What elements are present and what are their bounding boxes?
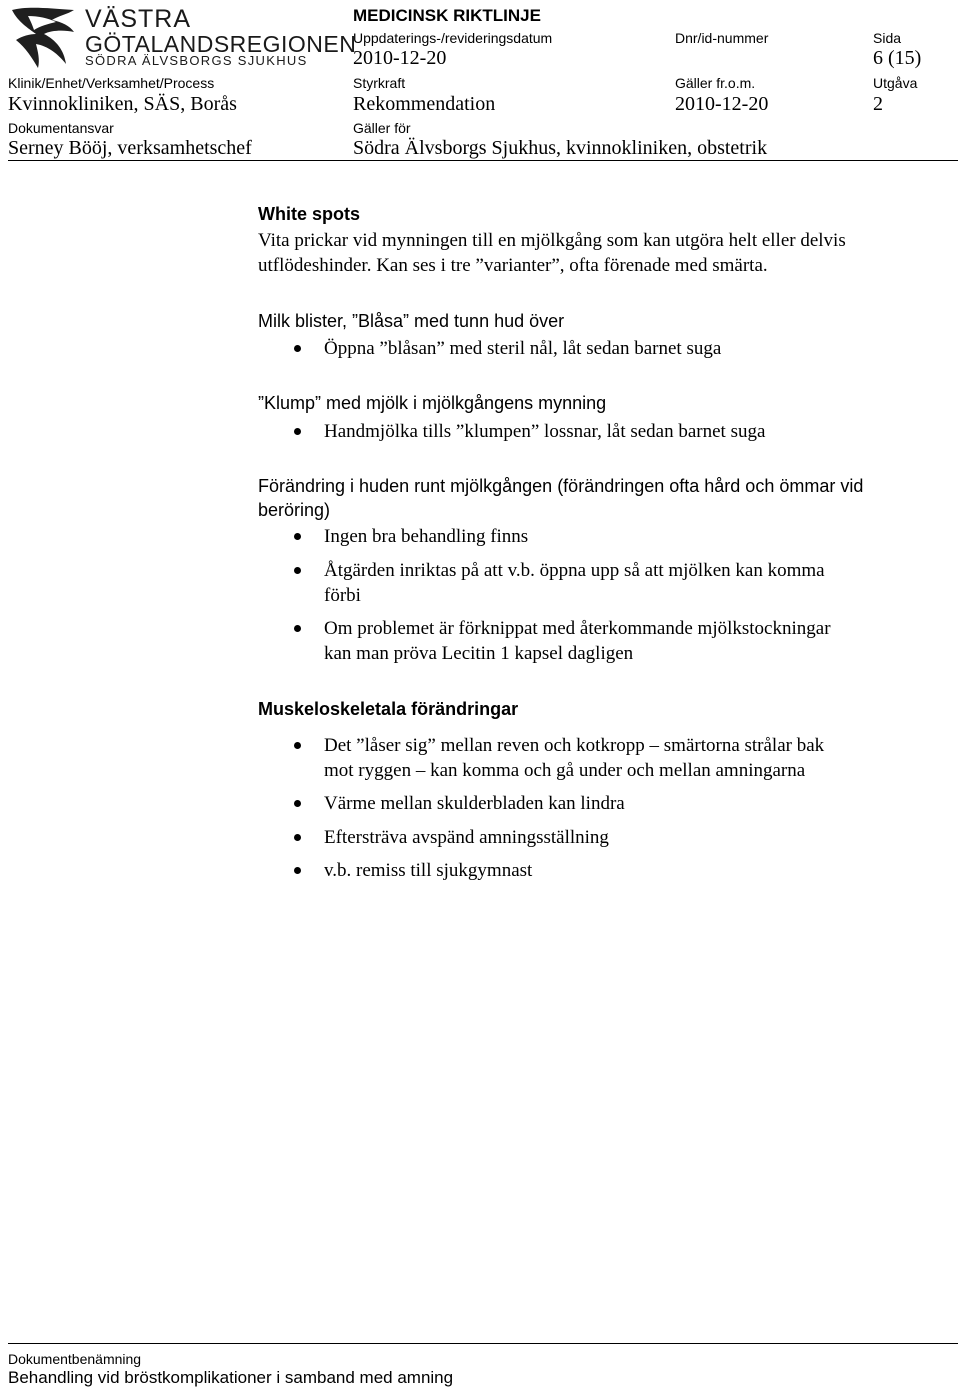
region-emblem-icon [8,4,80,70]
bullet-icon [294,867,301,874]
klump-list [258,419,938,444]
page-label: Sida [873,30,902,46]
valid-from-value: 2010-12-20 [675,93,769,115]
change-list-item-3 [258,616,938,666]
logo-text-line2: GÖTALANDSREGIONEN [85,31,357,57]
milk-blister-heading: Milk blister, ”Blåsa” med tunn hud över [258,311,565,331]
dnr-label: Dnr/id-nummer [675,30,769,46]
change-heading-line1: Förändring i huden runt mjölkgången (förändringen ofta hård och ömmar vid [258,476,864,496]
musculo-list-item-4 [258,858,938,883]
strength-label: Styrkraft [353,75,406,91]
organization-logo [8,4,357,70]
musculo-list-item-2 [258,791,938,816]
white-spots-heading: White spots [258,204,360,224]
strength-value: Rekommendation [353,93,496,115]
change-list-item-1 [258,524,938,549]
bullet-icon [294,533,301,540]
header-divider [8,160,958,161]
edition-value: 2 [873,93,883,115]
unit-value: Kvinnokliniken, SÄS, Borås [8,93,237,115]
list-item: Handmjölka tills ”klumpen” lossnar, låt sedan barnet suga [258,419,938,444]
list-item: Värme mellan skulderbladen kan lindra [258,791,938,816]
updated-date-label: Uppdaterings-/revideringsdatum [353,30,553,46]
footer-divider [8,1343,958,1344]
edition-label: Utgåva [873,75,918,91]
list-item: Öppna ”blåsan” med steril nål, låt sedan barnet suga [258,336,938,361]
list-item: Eftersträva avspänd amningsställning [258,825,938,850]
change-heading-line2: beröring) [258,500,331,520]
bullet-icon [294,345,301,352]
valid-from-label: Gäller fr.o.m. [675,75,756,91]
document-type-title: MEDICINSK RIKTLINJE [353,6,541,25]
list-item: Om problemet är förknippat med återkommande mjölkstockningar kan man pröva Lecitin 1 kapsel dagligen [258,616,938,666]
musculo-list-item-1 [258,733,938,783]
page-number-value: 6 (15) [873,47,922,69]
bullet-icon [294,800,301,807]
musculoskeletal-heading: Muskeloskeletala förändringar [258,699,519,719]
list-item: Det ”låser sig” mellan reven och kotkropp – smärtorna strålar bak mot ryggen – kan komma och gå under och mellan amningarna [258,733,938,783]
milk-blister-list [258,336,938,361]
white-spots-text-line1: Vita prickar vid mynningen till en mjölkgång som kan utgöra helt eller delvis [258,230,846,251]
bullet-icon [294,567,301,574]
unit-label: Klinik/Enhet/Verksamhet/Process [8,75,215,91]
list-item: Ingen bra behandling finns [258,524,938,549]
musculo-list-item-3 [258,825,938,850]
bullet-icon [294,428,301,435]
list-item: v.b. remiss till sjukgymnast [258,858,938,883]
change-list-item-2 [258,558,938,608]
bullet-icon [294,742,301,749]
responsible-label: Dokumentansvar [8,120,114,136]
white-spots-text-line2: utflödeshinder. Kan ses i tre ”varianter”, ofta förenade med smärta. [258,255,768,276]
updated-date-value: 2010-12-20 [353,47,447,69]
footer-document-name-value: Behandling vid bröstkomplikationer i samband med amning [8,1368,454,1387]
footer-document-name-label: Dokumentbenämning [8,1351,142,1367]
logo-text-line1: VÄSTRA [85,5,192,33]
applies-to-label: Gäller för [353,120,411,136]
list-item: Åtgärden inriktas på att v.b. öppna upp så att mjölken kan komma förbi [258,558,938,608]
responsible-value: Serney Bööj, verksamhetschef [8,137,252,159]
klump-heading: ”Klump” med mjölk i mjölkgångens mynning [258,393,607,413]
bullet-icon [294,834,301,841]
bullet-icon [294,625,301,632]
applies-to-value: Södra Älvsborgs Sjukhus, kvinnokliniken, obstetrik [353,137,768,159]
logo-text-line3: SÖDRA ÄLVSBORGS SJUKHUS [85,53,308,68]
